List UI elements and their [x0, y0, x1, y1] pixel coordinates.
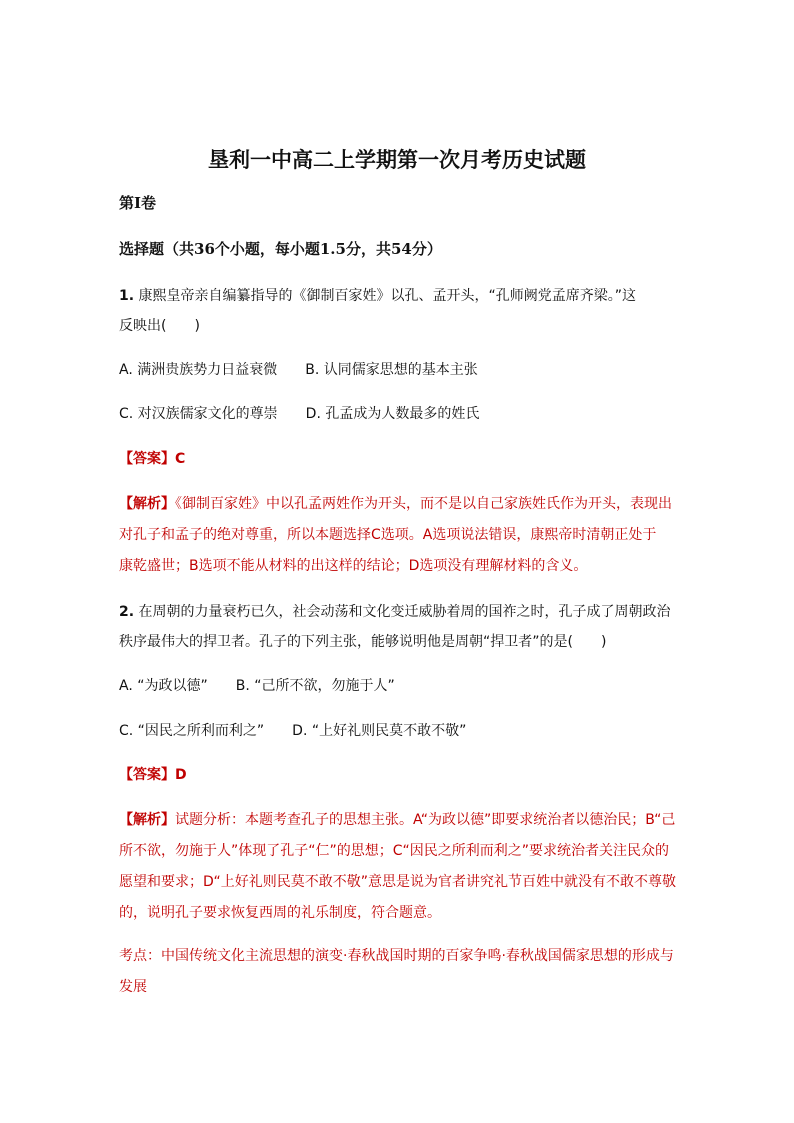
question-1-analysis-line-2: 对孔子和孟子的绝对尊重，所以本题选择C选项。A选项说法错误，康熙帝时清朝正处于 — [119, 527, 657, 543]
instruction-heading: 选择题（共36个小题，每小题1.5分，共54分） — [119, 240, 442, 258]
question-1-options-row-1: A. 满洲贵族势力日益衰微 B. 认同儒家思想的基本主张 — [119, 362, 478, 378]
question-2-options-row-1: A. “为政以德” B. “己所不欲，勿施于人” — [119, 678, 395, 694]
question-1-answer: 【答案】C — [119, 451, 186, 467]
question-2-analysis-line-3: 愿望和要求；D“上好礼则民莫不敢不敬”意思是说为官者讲究礼节百姓中就没有不敢不尊敬 — [119, 874, 676, 890]
question-1-stem-line-1: 1. 康熙皇帝亲自编纂指导的《御制百家姓》以孔、孟开头，“孔师阙党孟席齐梁。”这 — [119, 288, 637, 304]
question-1-options-row-2: C. 对汉族儒家文化的尊崇 D. 孔孟成为人数最多的姓氏 — [119, 406, 480, 422]
question-2-kaodian-line-1: 考点：中国传统文化主流思想的演变·春秋战国时期的百家争鸣·春秋战国儒家思想的形成与 — [119, 948, 674, 964]
question-1-analysis-line-3: 康乾盛世；B选项不能从材料的出这样的结论；D选项没有理解材料的含义。 — [119, 558, 588, 574]
question-2-number: 2. — [119, 604, 135, 620]
question-2-answer: 【答案】D — [119, 767, 187, 783]
question-2-analysis-line-4: 的，说明孔子要求恢复西周的礼乐制度，符合题意。 — [119, 905, 441, 921]
question-2-stem-line-1: 2. 在周朝的力量衰朽已久，社会动荡和文化变迁威胁着周的国祚之时，孔子成了周朝政治 — [119, 604, 671, 620]
section-heading: 第Ⅰ卷 — [119, 194, 157, 212]
question-2-kaodian-line-2: 发展 — [119, 979, 147, 995]
question-2-analysis-line-2: 所不欲，勿施于人”体现了孔子“仁”的思想；C“因民之所利而利之”要求统治者关注民众的 — [119, 843, 670, 859]
question-2-stem-line-2: 秩序最伟大的捍卫者。孔子的下列主张，能够说明他是周朝“捍卫者”的是( ) — [119, 634, 607, 650]
question-1-number: 1. — [119, 288, 135, 304]
page-title: 垦利一中高二上学期第一次月考历史试题 — [208, 147, 586, 172]
question-1-stem-line-2: 反映出( ) — [119, 318, 200, 334]
question-1-analysis-line-1: 【解析】《御制百家姓》中以孔孟两姓作为开头，而不是以自己家族姓氏作为开头，表现出 — [119, 496, 672, 512]
question-2-options-row-2: C. “因民之所利而利之” D. “上好礼则民莫不敢不敬” — [119, 723, 467, 739]
question-2-analysis-line-1: 【解析】试题分析：本题考查孔子的思想主张。A“为政以德”即要求统治者以德治民；B“己 — [119, 812, 676, 828]
